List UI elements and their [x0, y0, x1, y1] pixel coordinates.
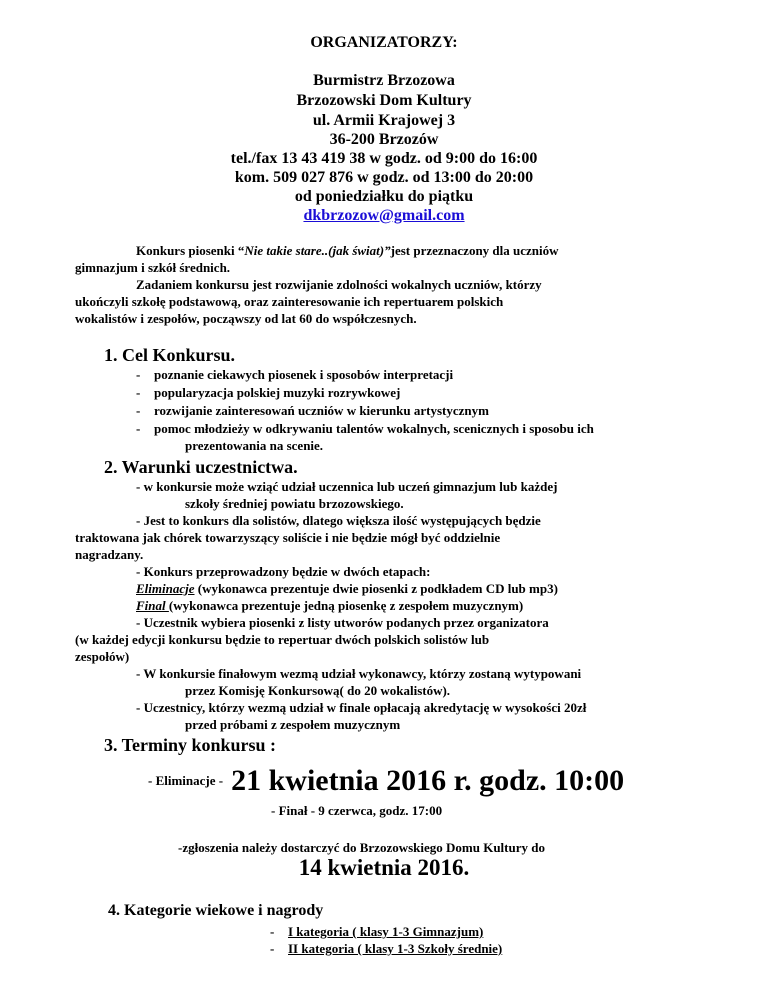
- eliminations-label: Eliminacje: [136, 581, 195, 596]
- condition-line: - Jest to konkurs dla solistów, dlatego większa ilość występujących będzie: [136, 513, 541, 528]
- list-item: - rozwijanie zainteresowań uczniów w kierunku artystycznym: [136, 403, 489, 418]
- condition-line: (w każdej edycji konkursu będzie to repertuar dwóch polskich solistów lub: [75, 632, 490, 647]
- list-item-continuation: prezentowania na scenie.: [185, 438, 324, 453]
- organizers-title: ORGANIZATORZY:: [310, 34, 458, 51]
- submission-date: 14 kwietnia 2016.: [298, 855, 470, 880]
- condition-line: traktowana jak chórek towarzyszący soliście i nie będzie mógł być oddzielnie: [75, 530, 501, 545]
- organizer-line: od poniedziałku do piątku: [294, 188, 474, 205]
- list-item: - pomoc młodzieży w odkrywaniu talentów wokalnych, scenicznych i sposobu ich: [136, 421, 594, 436]
- condition-line: szkoły średniej powiatu brzozowskiego.: [185, 496, 404, 511]
- condition-line: - w konkursie może wziąć udział uczennica lub uczeń gimnazjum lub każdej: [136, 479, 558, 494]
- organizer-line: kom. 509 027 876 w godz. od 13:00 do 20:00: [234, 169, 534, 186]
- intro-text: jest przeznaczony dla uczniów: [390, 243, 559, 258]
- intro-line: Zadaniem konkursu jest rozwijanie zdolności wokalnych uczniów, którzy: [136, 277, 542, 292]
- eliminations-date-line: [148, 764, 624, 804]
- organizer-line: 36-200 Brzozów: [329, 131, 439, 148]
- contest-title: Nie takie stare..(jak świat)”: [244, 243, 391, 258]
- intro-line: wokalistów i zespołów, począwszy od lat 60 do współczesnych.: [75, 311, 417, 326]
- email-line: [0, 207, 768, 225]
- stage-final: Final (wykonawca prezentuje jedną piosenkę z zespołem muzycznym): [136, 598, 524, 613]
- condition-line: - Uczestnik wybiera piosenki z listy utworów podanych przez organizatora: [136, 615, 549, 630]
- condition-line: - Konkurs przeprowadzony będzie w dwóch etapach:: [136, 564, 431, 579]
- category-item: - I kategoria ( klasy 1-3 Gimnazjum): [270, 924, 484, 939]
- final-date-line: - Finał - 9 czerwca, godz. 17:00: [271, 803, 443, 818]
- intro-line: gimnazjum i szkół średnich.: [75, 260, 231, 275]
- organizer-line: Burmistrz Brzozowa: [313, 72, 455, 89]
- condition-line: - Uczestnicy, którzy wezmą udział w finale opłacają akredytację w wysokości 20zł: [136, 700, 587, 715]
- list-item: - poznanie ciekawych piosenek i sposobów interpretacji: [136, 367, 454, 382]
- section-2-heading: 2. Warunki uczestnictwa.: [104, 457, 298, 477]
- intro-paragraph-1: [136, 243, 559, 259]
- stage-eliminations: Eliminacje (wykonawca prezentuje dwie piosenki z podkładem CD lub mp3): [136, 581, 558, 596]
- condition-line: - W konkursie finałowym wezmą udział wykonawcy, którzy zostaną wytypowani: [136, 666, 582, 681]
- section-4-heading: 4. Kategorie wiekowe i nagrody: [108, 902, 324, 919]
- organizer-line: tel./fax 13 43 419 38 w godz. od 9:00 do 16:00: [230, 150, 538, 167]
- condition-line: przez Komisję Konkursową( do 20 wokalistów).: [185, 683, 451, 698]
- eliminations-prefix: - Eliminacje -: [148, 773, 224, 788]
- list-item: - popularyzacja polskiej muzyki rozrywkowej: [136, 385, 401, 400]
- final-label: Final: [136, 598, 169, 613]
- condition-line: zespołów): [75, 649, 130, 664]
- section-1-heading: 1. Cel Konkursu.: [104, 345, 236, 365]
- submission-line: -zgłoszenia należy dostarczyć do Brzozowskiego Domu Kultury do: [178, 840, 545, 855]
- organizer-line: ul. Armii Krajowej 3: [312, 112, 456, 129]
- intro-text: Konkurs piosenki “: [136, 243, 245, 258]
- intro-line: ukończyli szkołę podstawową, oraz zainteresowanie ich repertuarem polskich: [75, 294, 504, 309]
- condition-line: przed próbami z zespołem muzycznym: [185, 717, 401, 732]
- organizer-line: Brzozowski Dom Kultury: [296, 92, 472, 109]
- email-link[interactable]: dkbrzozow@gmail.com: [303, 207, 465, 224]
- section-3-heading: 3. Terminy konkursu :: [104, 735, 277, 755]
- category-item: - II kategoria ( klasy 1-3 Szkoły średnie): [270, 941, 503, 956]
- eliminations-date: 21 kwietnia 2016 r. godz. 10:00: [231, 764, 625, 797]
- condition-line: nagradzany.: [75, 547, 144, 562]
